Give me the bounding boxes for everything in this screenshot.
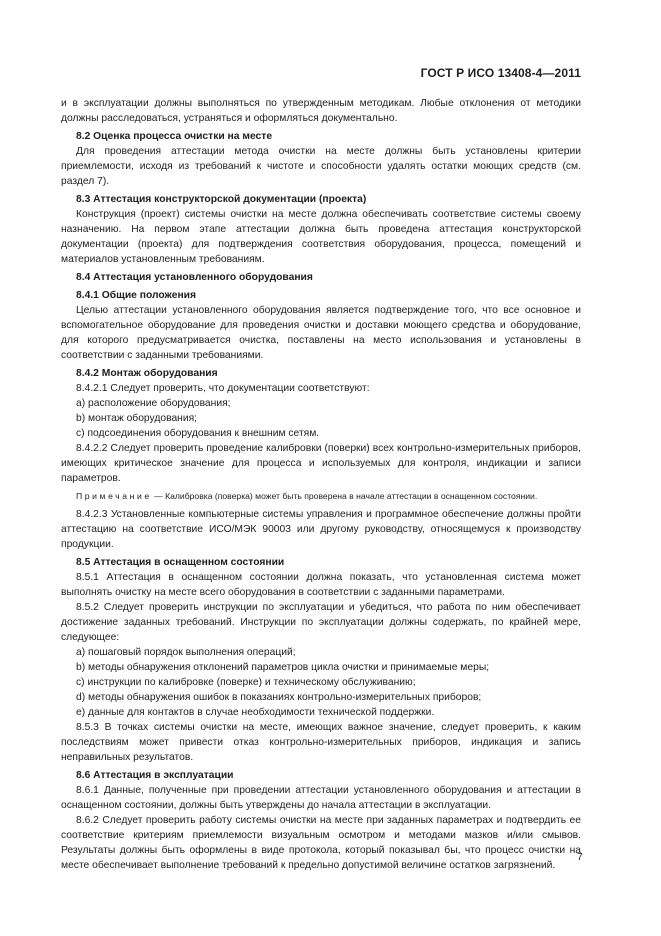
paragraph: 8.5.2 Следует проверить инструкции по эксплуатации и убедиться, что работа по ним обеспечивает достижение заданных требований. Инструкции по эксплуатации должны содержать, по крайней мере, следующее: [61,602,581,643]
paragraph: e) данные для контактов в случае необходимости технической поддержки. [76,707,435,718]
paragraph: b) методы обнаружения отклонений параметров цикла очистки и принимаемые меры; [76,662,490,673]
section-heading: 8.5 Аттестация в оснащенном состоянии [76,557,285,568]
section-heading: 8.4 Аттестация установленного оборудования [76,272,313,283]
paragraph: a) расположение оборудования; [76,398,231,409]
note-text: — Калибровка (поверка) может быть проверена в начале аттестации в оснащенном состоянии. [151,491,538,501]
paragraph: a) пошаговый порядок выполнения операций; [76,647,296,658]
paragraph: d) методы обнаружения ошибок в показаниях контрольно-измерительных приборов; [76,692,482,703]
section-heading: 8.6 Аттестация в эксплуатации [76,770,234,781]
paragraph: c) инструкции по калибровке (поверке) и техническому обслуживанию; [76,677,416,688]
standard-header: ГОСТ Р ИСО 13408-4—2011 [420,66,581,80]
section-heading: 8.4.1 Общие положения [76,290,196,301]
paragraph: Конструкция (проект) системы очистки на месте должна обеспечивать соответствие системы своему назначению. На первом этапе аттестации должна быть проведена аттестация конструкторской документации (проекта) для подтверждения соответствия оборудования, процесса, помещений и материалов установленным требованиям. [61,209,581,265]
paragraph: 8.4.2.3 Установленные компьютерные системы управления и программное обеспечение должны пройти аттестацию на соответствие ИСО/МЭК 90003 или другому руководству, относящемуся к производству продукции. [61,509,581,550]
paragraph: c) подсоединения оборудования к внешним сетям. [76,428,320,439]
document-body [61,96,581,873]
paragraph: Для проведения аттестации метода очистки на месте должны быть установлены критерии приемлемости, исходя из требований к чистоте и способности удалять остатки моющих средств (см. раздел 7). [61,146,581,187]
section-heading: 8.3 Аттестация конструкторской документации (проекта) [76,194,367,205]
note-label: Примечание [76,491,152,501]
note [61,490,581,503]
section-heading: 8.2 Оценка процесса очистки на месте [76,131,273,142]
paragraph: и в эксплуатации должны выполняться по утвержденным методикам. Любые отклонения от методики должны расследоваться, устраняться и оформляться документально. [61,98,581,124]
section-heading: 8.4.2 Монтаж оборудования [76,368,218,379]
paragraph: 8.4.2.1 Следует проверить, что документации соответствуют: [76,383,370,394]
paragraph: 8.5.1 Аттестация в оснащенном состоянии должна показать, что установленная система может выполнять очистку на месте всего оборудования в соответствии с заданными параметрами. [61,572,581,598]
paragraph: b) монтаж оборудования; [76,413,198,424]
paragraph: 8.6.2 Следует проверить работу системы очистки на месте при заданных параметрах и подтвердить ее соответствие критериям приемлемости визуальным осмотром и методами мазков и/или смывов. Результаты должны быть оформлены в виде протокола, который показывал бы, что процесс очистки на месте обеспечивает выполнение требований к предельно допустимой величине остатков загрязнений. [61,815,581,871]
paragraph: Целью аттестации установленного оборудования является подтверждение того, что все основное и вспомогательное оборудование для проведения очистки и доставки моющего средства и оборудование, для которого предусматривается очистка, поставлены на место использования и установлены в соответствии с заданными требованиями. [61,305,581,361]
paragraph: 8.6.1 Данные, полученные при проведении аттестации установленного оборудования и аттестации в оснащенном состоянии, должны быть утверждены до начала аттестации в эксплуатации. [61,785,581,811]
page-number: 7 [577,851,583,863]
paragraph: 8.5.3 В точках системы очистки на месте, имеющих важное значение, следует проверить, к каким последствиям может привести отказ контрольно-измерительных приборов, индикация и запись неправильных результатов. [61,722,581,763]
paragraph: 8.4.2.2 Следует проверить проведение калибровки (поверки) всех контрольно-измерительных приборов, имеющих критическое значение для процесса и используемых для контроля, индикации и записи параметров. [61,443,581,484]
